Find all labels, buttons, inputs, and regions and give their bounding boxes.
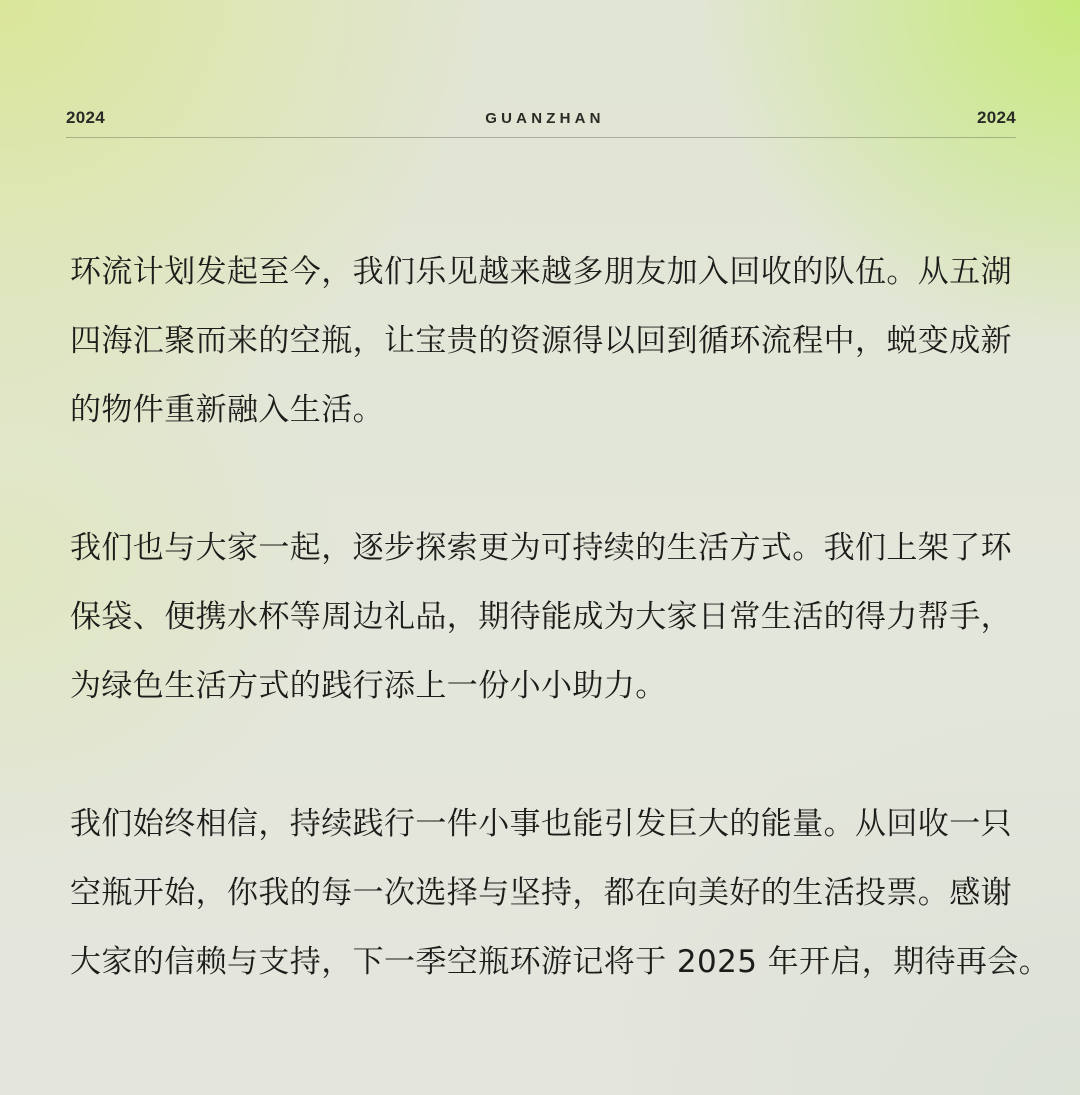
- paragraph-3-line-1: 我们始终相信，持续践行一件小事也能引发巨大的能量。从回收一只: [70, 806, 1012, 842]
- brand-name: GUANZHAN: [485, 109, 605, 127]
- paragraph-1: [70, 238, 1070, 445]
- paragraph-2-line-1: 我们也与大家一起，逐步探索更为可持续的生活方式。我们上架了环: [70, 530, 1012, 566]
- paragraph-2-line-2: 保袋、便携水杯等周边礼品，期待能成为大家日常生活的得力帮手，: [70, 599, 1012, 635]
- paragraph-3-line-2: 空瓶开始，你我的每一次选择与坚持，都在向美好的生活投票。感谢: [70, 875, 1012, 911]
- year-right: 2024: [976, 108, 1016, 127]
- paragraph-1-line-2: 四海汇聚而来的空瓶，让宝贵的资源得以回到循环流程中，蜕变成新: [70, 323, 1012, 359]
- header-rule: [66, 137, 1016, 138]
- year-left: 2024: [66, 108, 106, 127]
- paragraph-3: [70, 790, 1070, 997]
- header: [66, 104, 1016, 132]
- body-text: [70, 238, 1070, 1066]
- paragraph-1-line-3: 的物件重新融入生活。: [70, 392, 384, 428]
- paragraph-2-line-3: 为绿色生活方式的践行添上一份小小助力。: [70, 668, 667, 704]
- paragraph-2: [70, 514, 1070, 721]
- paragraph-3-line-3: 大家的信赖与支持，下一季空瓶环游记将于 2025 年开启，期待再会。: [70, 944, 1051, 980]
- paragraph-1-line-1: 环流计划发起至今，我们乐见越来越多朋友加入回收的队伍。从五湖: [70, 254, 1012, 290]
